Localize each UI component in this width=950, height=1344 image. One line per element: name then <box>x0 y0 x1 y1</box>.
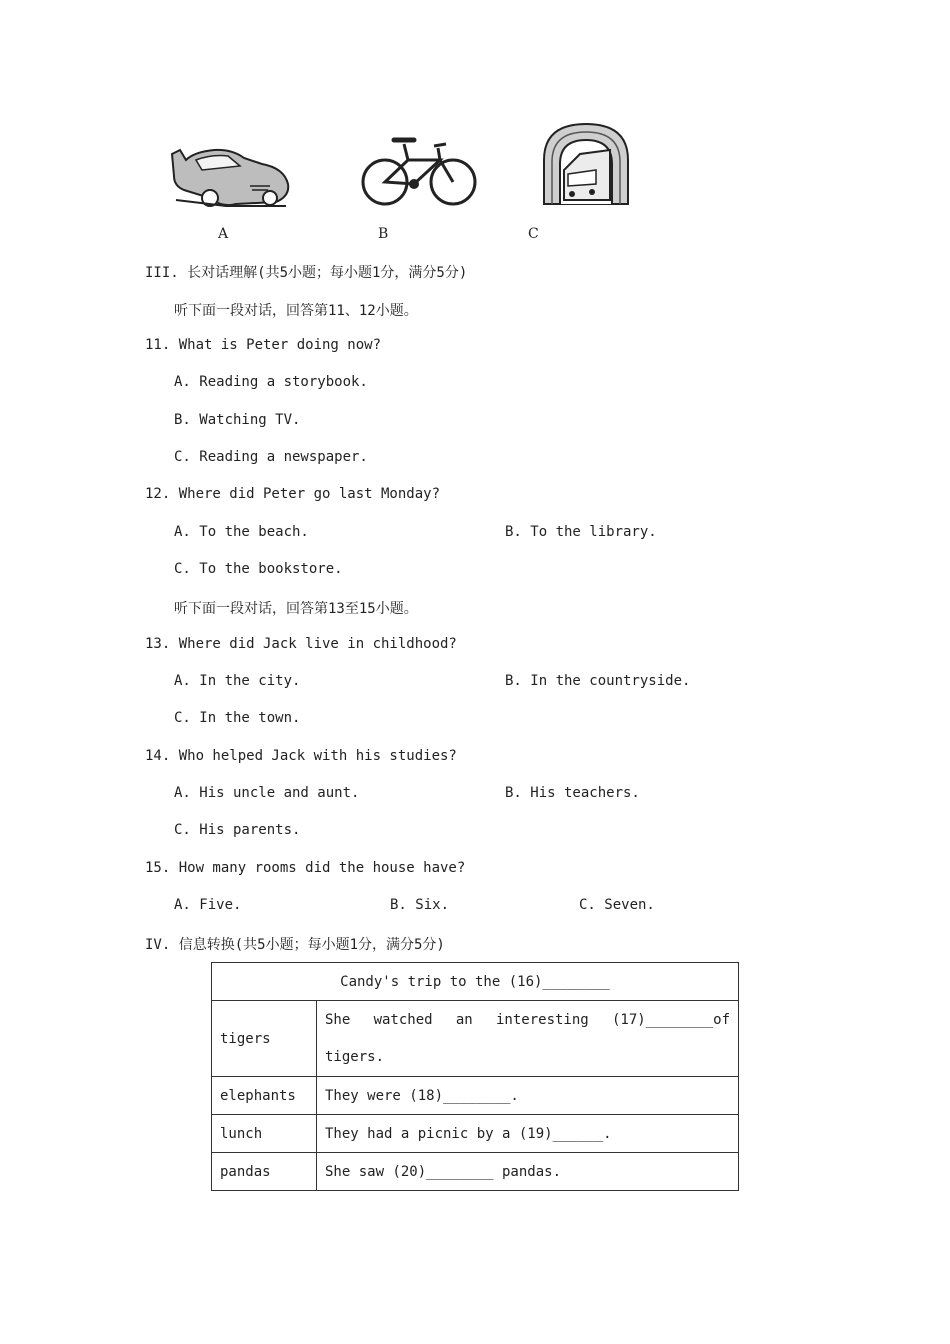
q13-option-b: B. In the countryside. <box>505 673 691 689</box>
q15-question: 15. How many rooms did the house have? <box>145 860 466 876</box>
q11-option-b: B. Watching TV. <box>174 412 301 428</box>
option-c-label: C <box>528 226 539 242</box>
row-key: tigers <box>212 1001 317 1077</box>
train-tunnel-icon <box>540 120 632 206</box>
section3-intro-2: 听下面一段对话，回答第13至15小题。 <box>174 601 418 617</box>
row-value: They had a picnic by a (19)______. <box>317 1115 739 1153</box>
option-b-label: B <box>378 226 389 242</box>
q15-option-c: C. Seven. <box>579 897 655 913</box>
q14-option-b: B. His teachers. <box>505 785 640 801</box>
table-row <box>212 1115 739 1153</box>
section3-heading: III. 长对话理解(共5小题；每小题1分，满分5分) <box>145 265 468 281</box>
row-key: lunch <box>212 1115 317 1153</box>
q11-question: 11. What is Peter doing now? <box>145 337 382 353</box>
q15-option-b: B. Six. <box>390 897 450 913</box>
section4-heading: IV. 信息转换(共5小题；每小题1分，满分5分) <box>145 937 445 953</box>
info-table <box>211 962 739 1191</box>
car-icon <box>166 140 294 210</box>
q14-option-a: A. His uncle and aunt. <box>174 785 360 801</box>
q14-option-c: C. His parents. <box>174 822 301 838</box>
q15-option-a: A. Five. <box>174 897 242 913</box>
row-key: pandas <box>212 1153 317 1191</box>
table-title: Candy's trip to the (16)________ <box>212 963 739 1001</box>
table-row <box>212 1153 739 1191</box>
q11-option-c: C. Reading a newspaper. <box>174 449 368 465</box>
q12-option-a: A. To the beach. <box>174 524 309 540</box>
table-row <box>212 1077 739 1115</box>
row-value-line-1: She watched an interesting (17)________of <box>325 1011 730 1028</box>
table-row <box>212 963 739 1001</box>
q12-option-b: B. To the library. <box>505 524 657 540</box>
bicycle-icon <box>360 130 478 208</box>
row-key: elephants <box>212 1077 317 1115</box>
q12-option-c: C. To the bookstore. <box>174 561 343 577</box>
option-a-label: A <box>218 226 229 242</box>
q13-question: 13. Where did Jack live in childhood? <box>145 636 457 652</box>
q12-question: 12. Where did Peter go last Monday? <box>145 486 441 502</box>
row-value-line-2: tigers. <box>325 1048 385 1065</box>
q13-option-a: A. In the city. <box>174 673 301 689</box>
q13-option-c: C. In the town. <box>174 710 301 726</box>
section3-intro-1: 听下面一段对话，回答第11、12小题。 <box>174 303 418 319</box>
row-value: She saw (20)________ pandas. <box>317 1153 739 1191</box>
q14-question: 14. Who helped Jack with his studies? <box>145 748 457 764</box>
row-value <box>317 1001 739 1077</box>
table-row <box>212 1001 739 1077</box>
row-value: They were (18)________. <box>317 1077 739 1115</box>
q11-option-a: A. Reading a storybook. <box>174 374 368 390</box>
